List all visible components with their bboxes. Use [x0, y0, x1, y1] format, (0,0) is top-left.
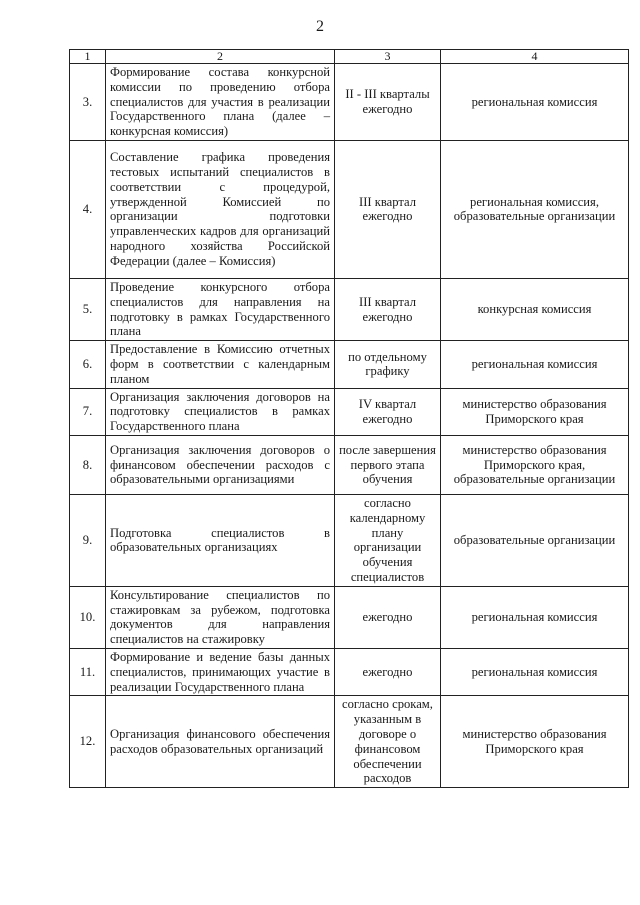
column-header: 3	[335, 50, 441, 64]
row-number: 4.	[70, 140, 106, 278]
work-description: Консультирование специалистов по стажировкам за рубежом, подготовка документов для направления специалистов на стажировку	[106, 586, 335, 648]
row-number: 9.	[70, 494, 106, 586]
table-row	[70, 278, 629, 340]
table-row	[70, 388, 629, 435]
responsible: министерство образования Приморского края	[441, 388, 629, 435]
deadline: по отдельному графику	[335, 341, 441, 388]
responsible: региональная комиссия	[441, 586, 629, 648]
table-row	[70, 648, 629, 695]
row-number: 5.	[70, 278, 106, 340]
row-number: 10.	[70, 586, 106, 648]
row-number: 7.	[70, 388, 106, 435]
deadline: ежегодно	[335, 586, 441, 648]
responsible: образовательные организации	[441, 494, 629, 586]
responsible: региональная комиссия, образовательные организации	[441, 140, 629, 278]
row-number: 11.	[70, 648, 106, 695]
work-description: Формирование и ведение базы данных специалистов, принимающих участие в реализации Государственного плана	[106, 648, 335, 695]
deadline: III квартал ежегодно	[335, 140, 441, 278]
table-row	[70, 140, 629, 278]
work-description: Организация заключения договоров о финансовом обеспечении расходов с образовательными организациями	[106, 435, 335, 494]
plan-table	[69, 49, 629, 788]
work-description: Подготовка специалистов в образовательных организациях	[106, 494, 335, 586]
deadline: II - III кварталы ежегодно	[335, 64, 441, 141]
responsible: конкурсная комиссия	[441, 278, 629, 340]
column-header: 2	[106, 50, 335, 64]
responsible: региональная комиссия	[441, 648, 629, 695]
responsible: министерство образования Приморского края, образовательные организации	[441, 435, 629, 494]
table-row	[70, 494, 629, 586]
table-row	[70, 64, 629, 141]
work-description: Организация заключения договоров на подготовку специалистов в рамках Государственного плана	[106, 388, 335, 435]
work-description: Проведение конкурсного отбора специалистов для направления на подготовку в рамках Государственного плана	[106, 278, 335, 340]
row-number: 3.	[70, 64, 106, 141]
column-header: 1	[70, 50, 106, 64]
table-row	[70, 586, 629, 648]
table-row	[70, 435, 629, 494]
column-header: 4	[441, 50, 629, 64]
work-description: Предоставление в Комиссию отчетных форм в соответствии с календарным планом	[106, 341, 335, 388]
table-header-row	[70, 50, 629, 64]
work-description: Составление графика проведения тестовых испытаний специалистов в соответствии с процедурой, утвержденной Комиссией по организации подготовки управленческих кадров для организаций народного хозяйства Российской Федерации (далее – Комиссия)	[106, 140, 335, 278]
row-number: 6.	[70, 341, 106, 388]
row-number: 8.	[70, 435, 106, 494]
deadline: III квартал ежегодно	[335, 278, 441, 340]
deadline: после завершения первого этапа обучения	[335, 435, 441, 494]
row-number: 12.	[70, 696, 106, 788]
table-row	[70, 341, 629, 388]
table-row	[70, 696, 629, 788]
responsible: региональная комиссия	[441, 64, 629, 141]
deadline: согласно календарному плану организации обучения специалистов	[335, 494, 441, 586]
work-description: Формирование состава конкурсной комиссии по проведению отбора специалистов для участия в реализации Государственного плана (далее – конкурсная комиссия)	[106, 64, 335, 141]
responsible: министерство образования Приморского края	[441, 696, 629, 788]
responsible: региональная комиссия	[441, 341, 629, 388]
work-description: Организация финансового обеспечения расходов образовательных организаций	[106, 696, 335, 788]
deadline: ежегодно	[335, 648, 441, 695]
deadline: согласно срокам, указанным в договоре о финансовом обеспечении расходов	[335, 696, 441, 788]
deadline: IV квартал ежегодно	[335, 388, 441, 435]
page-number: 2	[316, 18, 324, 35]
